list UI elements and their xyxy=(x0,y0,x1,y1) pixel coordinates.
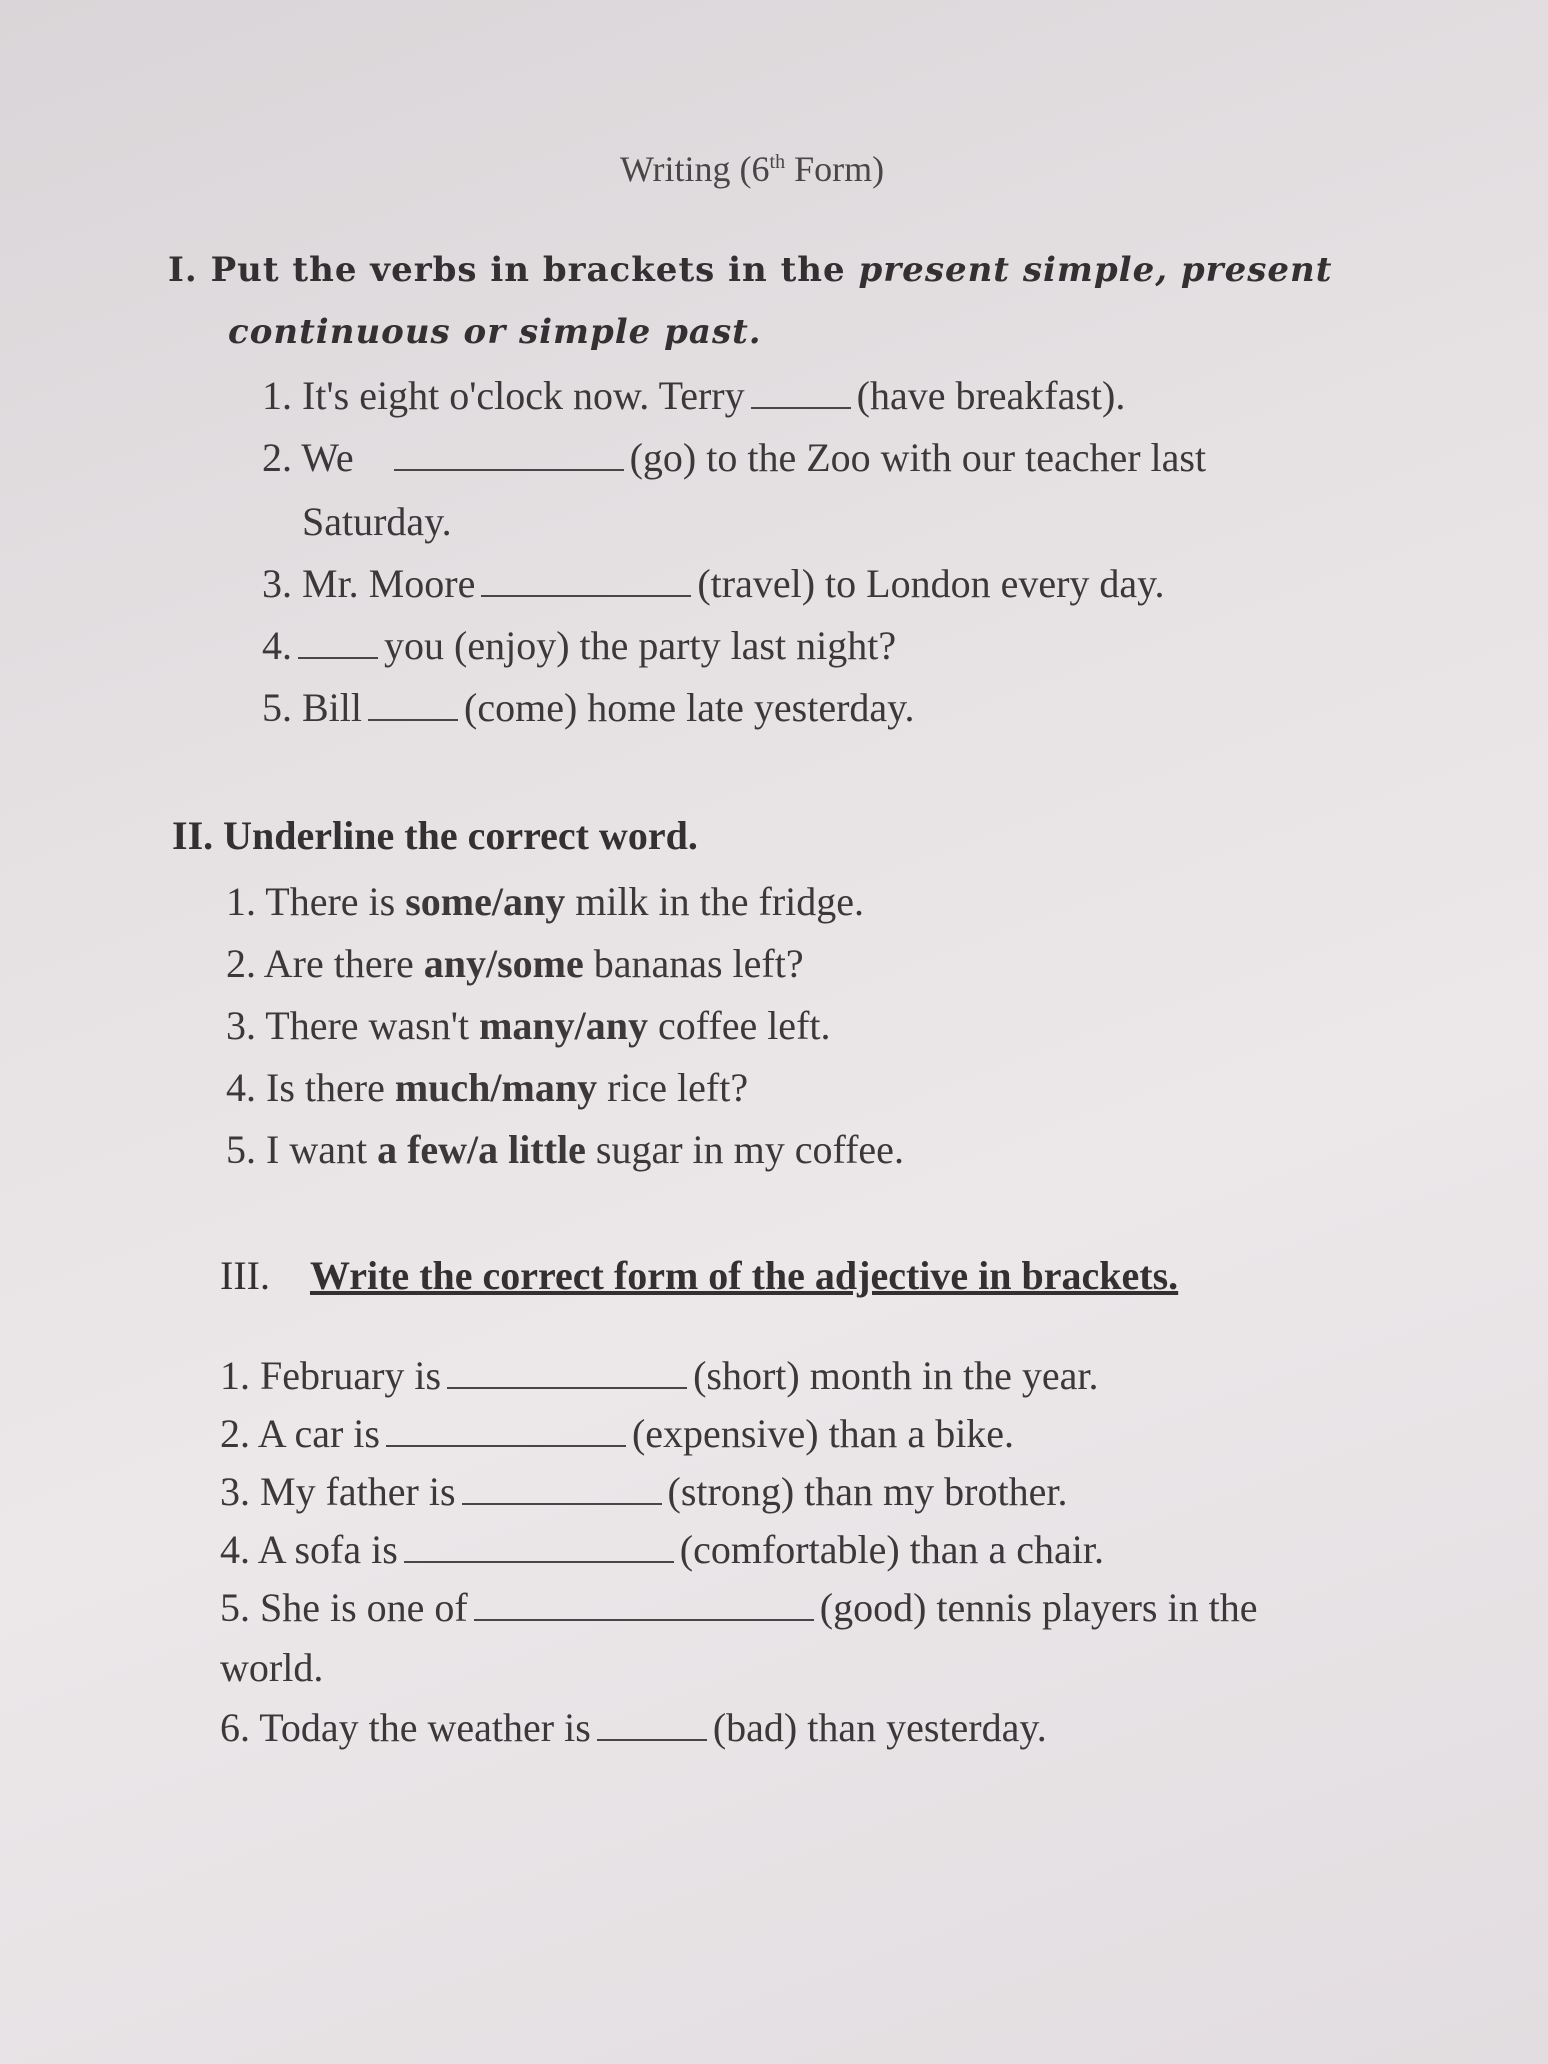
item-hint: (expensive) than a bike. xyxy=(631,1411,1015,1456)
section-3-item-5-cont: world. xyxy=(220,1645,324,1690)
word-choice[interactable]: some/any xyxy=(405,879,566,924)
item-text: 3. Mr. Moore xyxy=(262,561,476,606)
answer-blank[interactable] xyxy=(481,594,691,597)
section-2-item-2 xyxy=(226,940,804,987)
section-2-item-1 xyxy=(226,878,864,925)
section-1-item-2-cont: Saturday. xyxy=(302,499,452,544)
item-text: coffee left. xyxy=(648,1003,831,1048)
answer-blank[interactable] xyxy=(474,1618,814,1621)
item-hint: you (enjoy) the party last night? xyxy=(384,623,897,668)
item-text: 5. I want xyxy=(226,1127,378,1172)
item-hint: (come) home late yesterday. xyxy=(464,685,915,730)
item-text: 4. Is there xyxy=(226,1065,395,1110)
word-choice[interactable]: any/some xyxy=(423,941,584,986)
item-text: 2. Are there xyxy=(226,941,424,986)
item-text: 1. There is xyxy=(226,879,406,924)
item-hint: (strong) than my brother. xyxy=(667,1469,1068,1514)
item-text: bananas left? xyxy=(583,941,804,986)
answer-blank[interactable] xyxy=(462,1502,662,1505)
answer-blank[interactable] xyxy=(447,1386,687,1389)
word-choice[interactable]: much/many xyxy=(394,1065,598,1110)
item-hint: (comfortable) than a chair. xyxy=(679,1527,1105,1572)
item-text: 2. We xyxy=(262,435,354,480)
item-hint: (go) to the Zoo with our teacher last xyxy=(629,435,1207,480)
word-choice[interactable]: many/any xyxy=(479,1003,649,1048)
item-text: 1. It's eight o'clock now. Terry xyxy=(262,373,745,418)
section-1-item-5 xyxy=(262,684,915,731)
section-1-item-3 xyxy=(262,560,1165,607)
item-hint: (short) month in the year. xyxy=(693,1353,1099,1398)
item-hint: (have breakfast). xyxy=(856,373,1126,418)
section-1-item-2 xyxy=(262,434,1206,481)
title-suffix: Form) xyxy=(785,149,885,189)
answer-blank[interactable] xyxy=(404,1560,674,1563)
answer-blank[interactable] xyxy=(298,656,378,659)
item-hint: (good) tennis players in the xyxy=(819,1585,1258,1630)
section-1-heading-line2: continuous or simple past. xyxy=(228,312,762,352)
section-2-heading: II. Underline the correct word. xyxy=(172,813,698,858)
item-hint: (bad) than yesterday. xyxy=(712,1705,1047,1750)
answer-blank[interactable] xyxy=(597,1738,707,1741)
section-3-number: III. xyxy=(220,1253,270,1298)
item-text: 3. My father is xyxy=(220,1469,456,1514)
answer-blank[interactable] xyxy=(751,406,851,409)
answer-blank[interactable] xyxy=(394,468,624,471)
item-text: 5. She is one of xyxy=(220,1585,468,1630)
worksheet-title xyxy=(620,148,884,190)
item-text: 3. There wasn't xyxy=(226,1003,480,1048)
section-1-item-4 xyxy=(262,622,896,669)
section-3-heading-text: Write the correct form of the adjective in brackets. xyxy=(309,1253,1179,1298)
section-3-item-6 xyxy=(220,1704,1047,1751)
item-text: 1. February is xyxy=(220,1353,442,1398)
item-text: 5. Bill xyxy=(262,685,363,730)
answer-blank[interactable] xyxy=(368,718,458,721)
section-3-item-3 xyxy=(220,1468,1067,1515)
item-text: 2. A car is xyxy=(220,1411,380,1456)
item-text: rice left? xyxy=(597,1065,749,1110)
title-sup: th xyxy=(769,151,786,173)
item-text: milk in the fridge. xyxy=(565,879,865,924)
section-2-item-5 xyxy=(226,1126,904,1173)
section-1-heading-italic: present simple, present xyxy=(858,250,1333,290)
section-3-item-2 xyxy=(220,1410,1014,1457)
section-1-item-1 xyxy=(262,372,1125,419)
item-text: 4. A sofa is xyxy=(220,1527,398,1572)
section-3-heading xyxy=(220,1252,1178,1299)
section-3-item-5 xyxy=(220,1584,1257,1631)
item-hint: (travel) to London every day. xyxy=(697,561,1165,606)
section-1-heading-text: Put the verbs in brackets in the xyxy=(197,250,859,290)
item-text: 4. xyxy=(262,623,292,668)
title-text: Writing (6 xyxy=(620,149,770,189)
section-2-item-4 xyxy=(226,1064,748,1111)
section-1-heading xyxy=(168,250,1332,290)
item-text: 6. Today the weather is xyxy=(220,1705,591,1750)
item-text: sugar in my coffee. xyxy=(585,1127,904,1172)
section-3-item-4 xyxy=(220,1526,1104,1573)
word-choice[interactable]: a few/a little xyxy=(377,1127,586,1172)
answer-blank[interactable] xyxy=(386,1444,626,1447)
section-1-number: I. xyxy=(168,250,198,290)
section-2-item-3 xyxy=(226,1002,831,1049)
section-3-item-1 xyxy=(220,1352,1099,1399)
